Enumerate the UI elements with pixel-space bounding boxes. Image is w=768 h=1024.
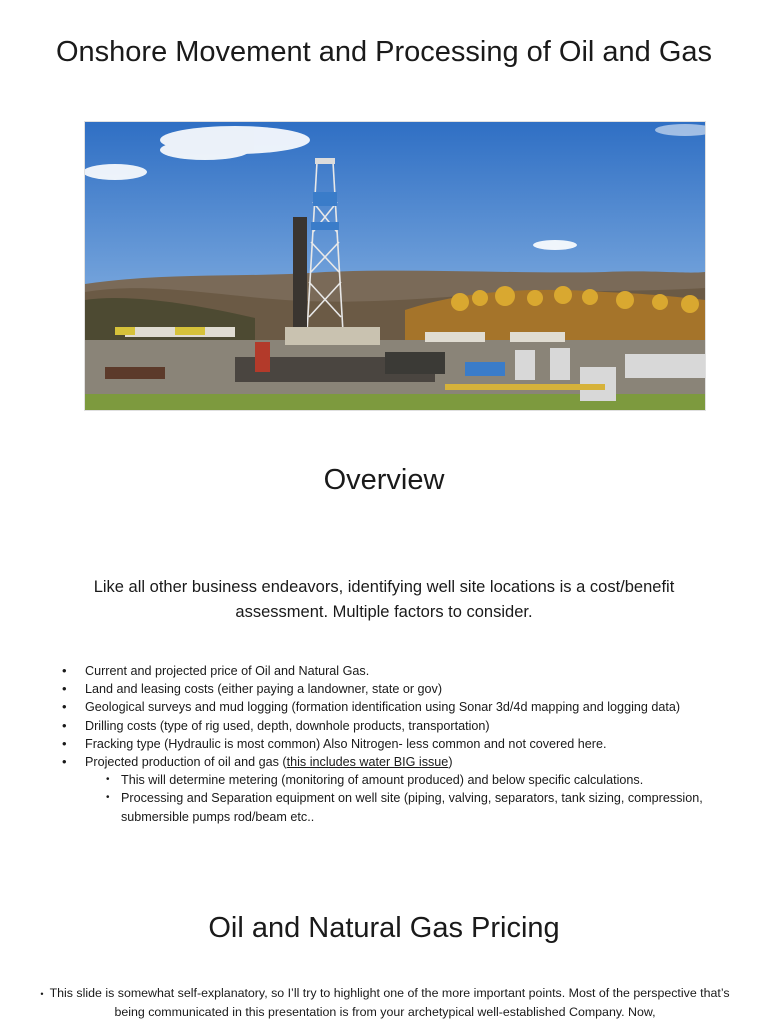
production-sub-list [85, 771, 740, 826]
overview-lead-text: Like all other business endeavors, identifying well site locations is a cost/benefit assessment. Multiple factors to consider. [93, 578, 675, 621]
production-prefix: Projected production of oil and gas ( [85, 755, 287, 770]
sub-list-item: • This will determine metering (monitoring of amount produced) and below specific calculations. [85, 771, 711, 789]
drilling-rig-photo [84, 121, 706, 411]
list-item: • Geological surveys and mud logging (formation identification using Sonar 3d/4d mapping and logging data) [60, 698, 740, 716]
pricing-body [40, 984, 730, 1021]
list-item: • Current and projected price of Oil and Natural Gas. [60, 662, 740, 680]
bullet-dot-icon: • [40, 989, 44, 999]
list-item: • Land and leasing costs (either paying a landowner, state or gov) [60, 680, 740, 698]
slide-title-overview: Overview [323, 464, 445, 496]
production-suffix: ) [448, 755, 453, 770]
list-item: • Fracking type (Hydraulic is most common) Also Nitrogen- less common and not covered here. [60, 735, 740, 753]
sub-list-item: • Processing and Separation equipment on well site (piping, valving, separators, tank sizing, compression, submersible pumps rod/beam etc.. [85, 789, 711, 825]
slide-title-pricing: Oil and Natural Gas Pricing [208, 912, 560, 944]
list-item-production [60, 753, 740, 826]
slide-title-main: Onshore Movement and Processing of Oil and Gas [55, 36, 713, 68]
production-water-note: this includes water BIG issue [286, 755, 449, 770]
pricing-body-text: This slide is somewhat self-explanatory, so I’ll try to highlight one of the more important points. Most of the perspective that’s being communicated in this presentation is from your archetypical well-established Company. Now, [49, 986, 730, 1019]
overview-bullet-list [60, 662, 740, 826]
list-item: • Drilling costs (type of rig used, depth, downhole products, transportation) [60, 717, 740, 735]
